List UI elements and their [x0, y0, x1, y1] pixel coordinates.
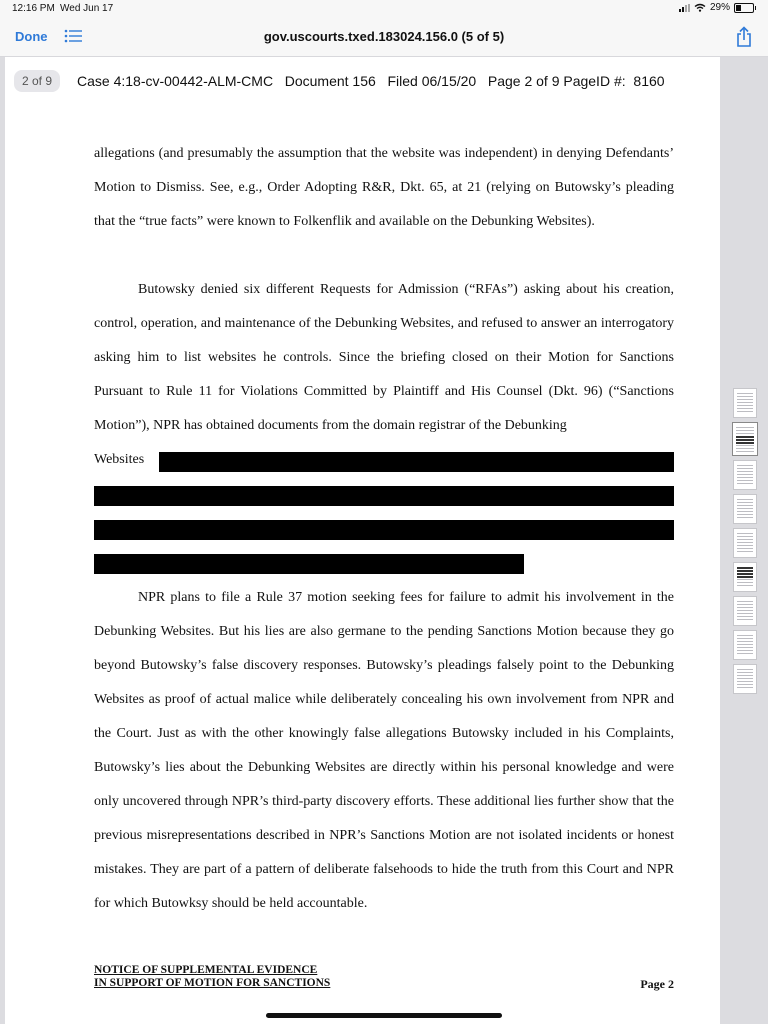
battery-fill [736, 5, 741, 11]
status-time: 12:16 PM [12, 3, 55, 14]
nav-bar [0, 18, 768, 57]
battery-icon [734, 3, 754, 13]
paragraph-1 [94, 137, 674, 239]
share-icon[interactable] [735, 26, 753, 48]
paragraph-3 [94, 581, 674, 921]
thumbnail-line [737, 396, 753, 397]
thumbnail-line [737, 402, 753, 403]
cellular-signal-icon [679, 4, 690, 12]
page-thumbnail[interactable] [733, 494, 757, 524]
thumbnail-line [737, 681, 753, 682]
thumbnail-line [736, 436, 754, 438]
thumbnail-line [736, 430, 754, 431]
thumbnail-line [737, 477, 753, 478]
page-thumbnail-strip[interactable] [732, 388, 758, 698]
status-date: Wed Jun 17 [60, 3, 114, 14]
case-header: Case 4:18-cv-00442-ALM-CMC Document 156 Filed 06/15/20 Page 2 of 9 PageID #: 8160 [77, 73, 665, 89]
thumbnail-line [737, 635, 753, 636]
thumbnail-line [737, 471, 753, 472]
thumbnail-line [737, 601, 753, 602]
home-indicator[interactable] [266, 1013, 502, 1018]
paragraph-2 [94, 273, 674, 477]
thumbnail-line [737, 474, 753, 475]
thumbnail-line [737, 678, 753, 679]
thumbnail-line [737, 508, 753, 509]
battery-percent: 29% [709, 2, 730, 13]
thumbnail-line [737, 607, 753, 608]
thumbnail-line [736, 451, 754, 452]
thumbnail-line [737, 539, 753, 540]
paragraph-1-text: allegations (and presumably the assumption that the website was independent) in denying Defendants’ Motion to Dismiss. See, e.g., Order Adopting R&R, Dkt. 65, at 21 (relying on Butowsky’s pleading that the “true facts” were known to Folkenflik and available on the Debunking Websites). [94, 146, 674, 229]
page-thumbnail[interactable] [733, 630, 757, 660]
page-thumbnail[interactable] [732, 422, 758, 456]
thumbnail-line [737, 616, 753, 617]
thumbnail-line [736, 433, 754, 434]
done-button[interactable]: Done [15, 29, 48, 44]
thumbnail-line [737, 647, 753, 648]
thumbnail-line [737, 687, 753, 688]
thumbnail-line [737, 650, 753, 651]
thumbnail-line [736, 445, 754, 446]
thumbnail-line [737, 573, 753, 575]
thumbnail-line [737, 499, 753, 500]
paragraph-3-text: NPR plans to file a Rule 37 motion seeking fees for failure to admit his involvement in the Debunking Websites. But his lies are also germane to the pending Sanctions Motion because they go beyond Butowsky’s false discovery responses. Butowsky’s pleadings falsely point to the Debunking Websites as proof of actual malice while deliberately concealing his own involvement from NPR and the Court. Just as with the other knowingly false allegations Butowsky included in his Complaints, Butowsky’s lies about the Debunking Websites are directly within his personal knowledge and were only uncovered through NPR’s third-party discovery efforts. These additional lies further show that the previous misrepresentations described in NPR’s Sanctions Motion are not isolated incidents or honest mistakes. They are part of a pattern of deliberate falsehoods to hide the truth from this Court and NPR for which Butowksy should be held accountable. [94, 590, 674, 911]
thumbnail-line [736, 427, 754, 428]
thumbnail-line [737, 405, 753, 406]
thumbnail-line [737, 514, 753, 515]
thumbnail-line [737, 511, 753, 512]
thumbnail-line [737, 468, 753, 469]
thumbnail-line [737, 604, 753, 605]
thumbnail-line [737, 502, 753, 503]
thumbnail-line [737, 480, 753, 481]
thumbnail-line [737, 411, 753, 412]
thumbnail-line [737, 505, 753, 506]
thumbnail-line [737, 548, 753, 549]
thumbnail-line [737, 669, 753, 670]
thumbnail-line [737, 393, 753, 394]
page-thumbnail[interactable] [733, 664, 757, 694]
thumbnail-line [737, 483, 753, 484]
page-indicator: 2 of 9 [14, 70, 60, 92]
thumbnail-line [737, 533, 753, 534]
thumbnail-line [737, 576, 753, 578]
thumbnail-line [737, 399, 753, 400]
redaction-bar [159, 452, 674, 472]
thumbnail-line [736, 448, 754, 449]
thumbnail-line [737, 570, 753, 572]
thumbnail-line [737, 465, 753, 466]
thumbnail-line [737, 610, 753, 611]
document-title: gov.uscourts.txed.183024.156.0 (5 of 5) [263, 29, 505, 44]
paragraph-2-tail: Websites [94, 452, 145, 467]
thumbnail-line [737, 675, 753, 676]
page-thumbnail[interactable] [733, 596, 757, 626]
pdf-page [5, 57, 720, 1024]
page-thumbnail[interactable] [733, 562, 757, 592]
thumbnail-line [737, 408, 753, 409]
thumbnail-line [737, 613, 753, 614]
thumbnail-line [737, 567, 753, 569]
thumbnail-line [737, 585, 753, 586]
redaction-bar [94, 486, 674, 506]
footer-page-number: Page 2 [640, 977, 674, 991]
thumbnail-line [737, 672, 753, 673]
page-thumbnail[interactable] [733, 460, 757, 490]
thumbnail-line [737, 644, 753, 645]
thumbnail-line [736, 442, 754, 444]
thumbnail-line [737, 517, 753, 518]
thumbnail-line [737, 684, 753, 685]
page-thumbnail[interactable] [733, 528, 757, 558]
thumbnail-line [737, 542, 753, 543]
document-footer-title [94, 964, 330, 990]
status-bar [0, 0, 768, 18]
thumbnail-line [737, 582, 753, 583]
thumbnail-line [736, 439, 754, 441]
thumbnail-line [737, 653, 753, 654]
paragraph-2-text: Butowsky denied six different Requests for Admission (“RFAs”) asking about his creation, control, operation, and maintenance of the Debunking Websites, and refused to answer an interrogatory asking him to list websites he controls. Since the briefing closed on their Motion for Sanctions Pursuant to Rule 11 for Violations Committed by Plaintiff and His Counsel (Dkt. 96) (“Sanctions Motion”), NPR has obtained documents from the domain registrar of the Debunking [94, 282, 674, 433]
redaction-bar [94, 554, 524, 574]
thumbnail-line [737, 545, 753, 546]
thumbnail-line [737, 641, 753, 642]
wifi-icon [694, 3, 706, 12]
page-thumbnail[interactable] [733, 388, 757, 418]
footer-line-2: IN SUPPORT OF MOTION FOR SANCTIONS [94, 977, 331, 989]
status-right [679, 2, 754, 13]
thumbnail-line [737, 536, 753, 537]
thumbnail-line [737, 579, 753, 580]
thumbnail-line [737, 619, 753, 620]
redaction-bar [94, 520, 674, 540]
thumbnail-line [737, 638, 753, 639]
thumbnail-line [737, 551, 753, 552]
footer-line-1: NOTICE OF SUPPLEMENTAL EVIDENCE [94, 964, 318, 976]
